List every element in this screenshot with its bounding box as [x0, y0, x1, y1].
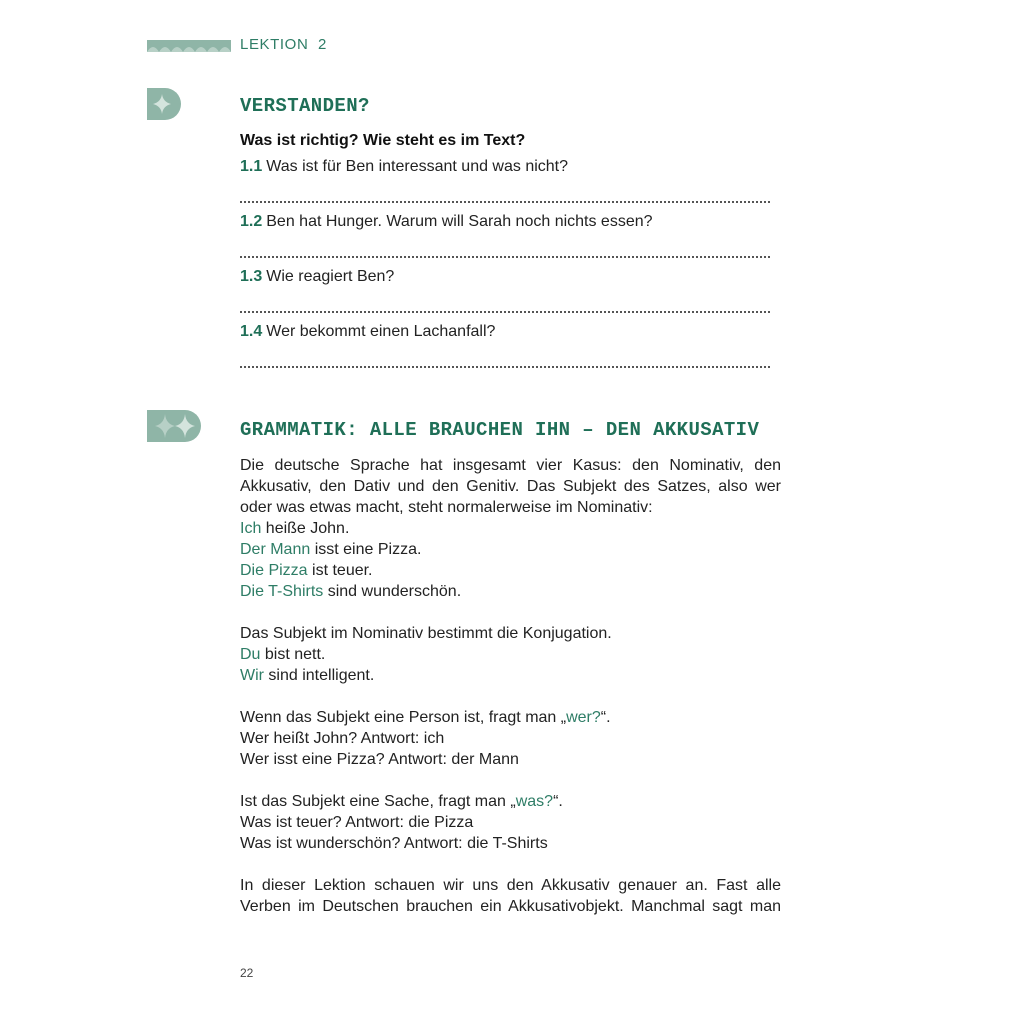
konjugation-text: Das Subjekt im Nominativ bestimmt die Konjugation.: [240, 625, 612, 642]
task-title: Was ist richtig? Wie steht es im Text?: [240, 132, 526, 149]
section-dd-icon: [147, 410, 203, 442]
page-number: 22: [240, 966, 254, 980]
sache-question-text: Ist das Subjekt eine Sache, fragt man „was?“.: [240, 793, 563, 810]
example-sentence: Die T-Shirts sind wunderschön.: [240, 583, 462, 600]
example-sentence: Der Mann isst eine Pizza.: [240, 541, 422, 558]
example-sentence: Wir sind intelligent.: [240, 667, 375, 684]
example-sentence: Ich heiße John.: [240, 520, 350, 537]
answer-line-1-3[interactable]: [240, 311, 770, 313]
example-sentence: Die Pizza ist teuer.: [240, 562, 373, 579]
example-qa: Wer isst eine Pizza? Antwort: der Mann: [240, 751, 519, 768]
lesson-label: LEKTION 2: [240, 36, 327, 53]
example-qa: Wer heißt John? Antwort: ich: [240, 730, 445, 747]
closing-paragraph: In dieser Lektion schauen wir uns den Akkusativ genauer an. Fast alle Verben im Deutschen brauchen ein Akkusativobjekt. Manchmal sagt man: [240, 877, 781, 915]
header-ornament: [147, 40, 231, 52]
section-heading-grammatik: GRAMMATIK: ALLE BRAUCHEN IHN – DEN AKKUSATIV: [240, 419, 760, 441]
answer-line-1-1[interactable]: [240, 201, 770, 203]
person-question-text: Wenn das Subjekt eine Person ist, fragt man „wer?“.: [240, 709, 611, 726]
answer-line-1-4[interactable]: [240, 366, 770, 368]
grammar-body: [240, 455, 781, 917]
example-sentence: Du bist nett.: [240, 646, 326, 663]
question-1-1: 1.1 Was ist für Ben interessant und was nicht?: [240, 158, 569, 175]
answer-line-1-2[interactable]: [240, 256, 770, 258]
question-1-2: 1.2 Ben hat Hunger. Warum will Sarah noch nichts essen?: [240, 213, 653, 230]
grammar-intro: Die deutsche Sprache hat insgesamt vier Kasus: den Nominativ, den Akkusativ, den Dativ und den Genitiv. Das Subjekt des Satzes, also wer oder was etwas macht, steht normalerweise im Nominativ:: [240, 457, 781, 516]
question-1-4: 1.4 Wer bekommt einen Lachanfall?: [240, 323, 496, 340]
question-1-3: 1.3 Wie reagiert Ben?: [240, 268, 395, 285]
example-qa: Was ist wunderschön? Antwort: die T-Shirts: [240, 835, 548, 852]
example-qa: Was ist teuer? Antwort: die Pizza: [240, 814, 474, 831]
section-heading-verstanden: VERSTANDEN?: [240, 95, 370, 117]
section-d-icon: [147, 88, 183, 120]
